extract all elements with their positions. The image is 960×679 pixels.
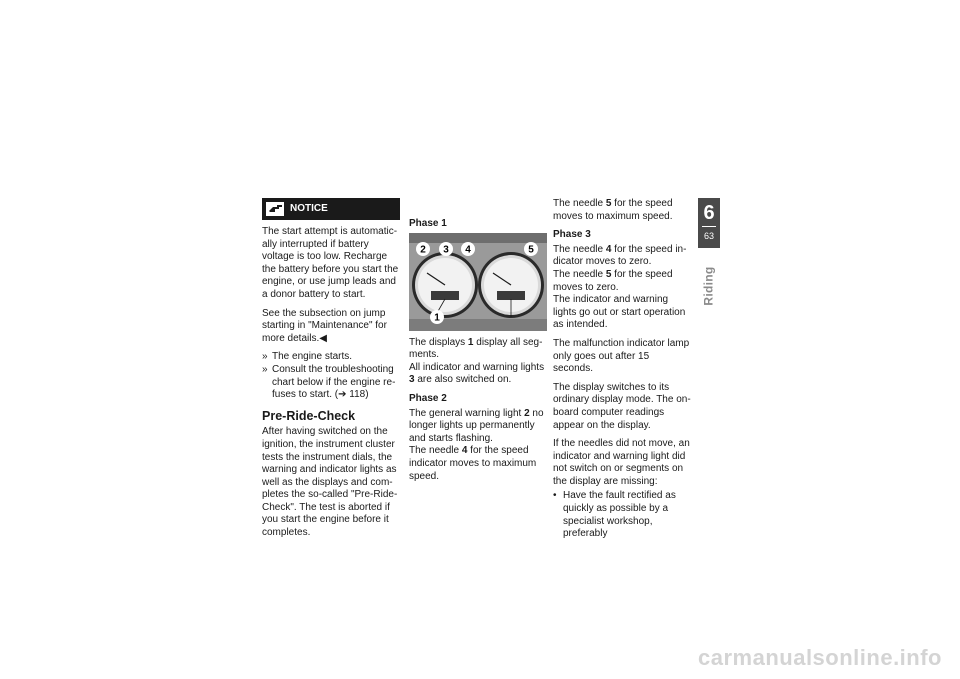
callout-1: 1 bbox=[434, 312, 440, 324]
phase-2-text-continued: The needle 5 for the speed moves to maximum speed. bbox=[553, 198, 673, 222]
watermark: carmanualsonline.info bbox=[698, 645, 942, 670]
callout-4: 4 bbox=[465, 244, 471, 256]
result-item-troubleshooting: » Consult the troubleshooting chart below if the engine refuses to start. (➔ 118) bbox=[262, 364, 400, 402]
left-gauge bbox=[412, 252, 478, 318]
callout-5: 5 bbox=[528, 244, 534, 256]
phase-2-heading: Phase 2 bbox=[409, 392, 447, 404]
continued-text-spacer bbox=[409, 198, 547, 212]
notice-hand-icon bbox=[266, 202, 284, 216]
notice-text-2: See the subsection on jump starting in "Maintenance" for more details.◀ bbox=[262, 307, 387, 344]
column-2 bbox=[409, 198, 547, 489]
section-tab-label: Riding bbox=[702, 266, 716, 306]
display-mode-text: The display switches to its ordinary display mode. The on-board computer readings appear on the display. bbox=[553, 381, 691, 431]
missing-text: If the needles did not move, an indicator and warning light did not switch on or segments on the display are missing: bbox=[553, 438, 690, 487]
chapter-number: 6 bbox=[703, 202, 715, 224]
chapter-divider bbox=[702, 226, 716, 227]
column-1 bbox=[262, 198, 400, 546]
result-list bbox=[262, 351, 400, 401]
section-tab bbox=[698, 256, 720, 316]
phase-3-text: The needle 4 for the speed indicator moves to zero. The needle 5 for the speed moves to zero. The indicator and warning lights go out or start operation as intended. bbox=[553, 243, 687, 331]
phase-1-heading: Phase 1 bbox=[409, 218, 447, 229]
chapter-badge bbox=[698, 198, 720, 248]
chapter-sidebar bbox=[698, 198, 720, 306]
phase-1-text: The displays 1 display all segments. All indicator and warning lights 3 are also switched on. bbox=[409, 336, 545, 386]
phase-2-text: The general warning light 2 no longer lights up permanently and starts flashing. The needle 4 for the speed indicator moves to maximum speed. bbox=[409, 407, 544, 482]
result-item-engine-starts: » The engine starts. bbox=[262, 351, 400, 364]
section-intro: After having switched on the ignition, the instrument cluster tests the instrument dials, the warning and indicator lights as well as the displays and completes the so-called "Pre-Ride-Check". The test is aborted if you start the engine before it completes. bbox=[262, 426, 398, 539]
instrument-cluster-figure bbox=[409, 233, 547, 331]
phase-3-heading: Phase 3 bbox=[553, 229, 591, 241]
column-3 bbox=[553, 198, 691, 541]
action-list bbox=[553, 490, 691, 540]
notice-box bbox=[262, 198, 400, 220]
section-heading: Pre-Ride-Check bbox=[262, 408, 356, 423]
notice-label: NOTICE bbox=[290, 202, 328, 214]
callout-3: 3 bbox=[443, 244, 449, 256]
notice-text-1: The start attempt is automatically interrupted if battery voltage is too low. Recharge the battery before you start the engine, or use jump leads and a donor battery to start. bbox=[262, 226, 399, 300]
page-number: 63 bbox=[703, 231, 714, 241]
mil-text: The malfunction indicator lamp only goes out after 15 seconds. bbox=[553, 337, 690, 375]
action-item-workshop: • Have the fault rectified as quickly as possible by a specialist workshop, preferably bbox=[553, 490, 691, 540]
callout-2: 2 bbox=[420, 244, 426, 256]
